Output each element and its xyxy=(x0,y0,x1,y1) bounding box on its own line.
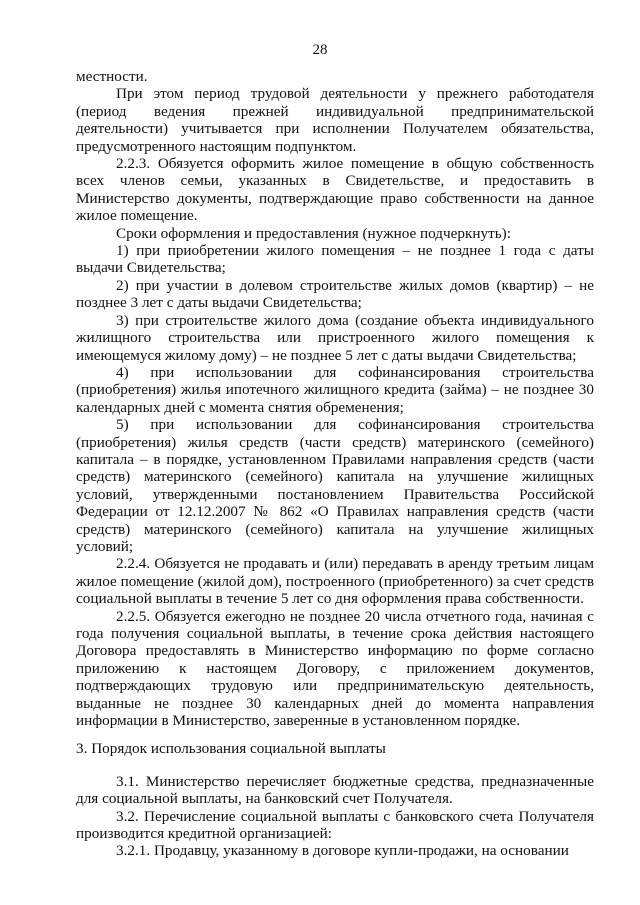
paragraph-deadlines-intro: Сроки оформления и предоставления (нужное подчеркнуть): xyxy=(116,224,511,242)
page-number: 28 xyxy=(312,42,328,58)
paragraph-continuation: местности. xyxy=(76,68,148,85)
clause-2-2-4: 2.2.4. Обязуется не продавать и (или) передавать в аренду третьим лицам жилое помещение (жилой дом), построенного (приобретенного) за счет средств социальной выплаты в течение 5 лет со дня оформления права собственности. xyxy=(76,555,594,608)
deadline-item-4: 4) при использовании для софинансирования строительства (приобретения) жилья ипотечного жилищного кредита (займа) – не позднее 30 календарных дней с момента снятия обременения; xyxy=(76,363,594,416)
section-heading: 3. Порядок использования социальной выплаты xyxy=(76,740,386,758)
clause-3-2-1: 3.2.1. Продавцу, указанному в договоре купли-продажи, на основании xyxy=(116,842,569,860)
clause-3-1: 3.1. Министерство перечисляет бюджетные средства, предназначенные для социальной выплаты, на банковский счет Получателя. xyxy=(76,772,594,808)
clause-3-2: 3.2. Перечисление социальной выплаты с банковского счета Получателя производится кредитной организацией: xyxy=(76,807,594,843)
deadline-item-1: 1) при приобретении жилого помещения – не позднее 1 года с даты выдачи Свидетельства; xyxy=(76,242,594,277)
clause-2-2-3: 2.2.3. Обязуется оформить жилое помещение в общую собственность всех членов семьи, указанных в Свидетельстве, и предоставить в Министерство документы, подтверждающие право собственности на данное жилое помещение. xyxy=(76,155,594,225)
clause-2-2-5: 2.2.5. Обязуется ежегодно не позднее 20 числа отчетного года, начиная с года получения социальной выплаты, в течение срока действия настоящего Договора предоставлять в Министерство информацию по форме согласно приложению к настоящем Договору, с приложением документов, подтверждающих трудовую или предпринимательскую деятельность, выданные не позднее 30 календарных дней до момента направления информации в Министерство, заверенные в установленном порядке. xyxy=(76,607,594,730)
document-body xyxy=(76,68,594,860)
paragraph-work-period: При этом период трудовой деятельности у прежнего работодателя (период ведения прежней индивидуальной предпринимательской деятельности) учитывается при исполнении Получателем обязательства, предусмотренного настоящим подпунктом. xyxy=(76,85,594,155)
deadline-item-5: 5) при использовании для софинансирования строительства (приобретения) жилья средств (части средств) материнского (семейного) капитала – в порядке, установленном Правилами направления средств (части средств) материнского (семейного) капитала на улучшение жилищных условий, утвержденными постановлением Правительства Российской Федерации от 12.12.2007 № 862 «О Правилах направления средств (части средств) материнского (семейного) капитала на улучшение жилищных условий; xyxy=(76,416,594,555)
deadline-item-2: 2) при участии в долевом строительстве жилых домов (квартир) – не позднее 3 лет с даты выдачи Свидетельства; xyxy=(76,276,594,312)
deadline-item-3: 3) при строительстве жилого дома (создание объекта индивидуального жилищного строительства или пристроенного жилого помещения к имеющемуся жилому дому) – не позднее 5 лет с даты выдачи Свидетельства; xyxy=(76,311,594,364)
